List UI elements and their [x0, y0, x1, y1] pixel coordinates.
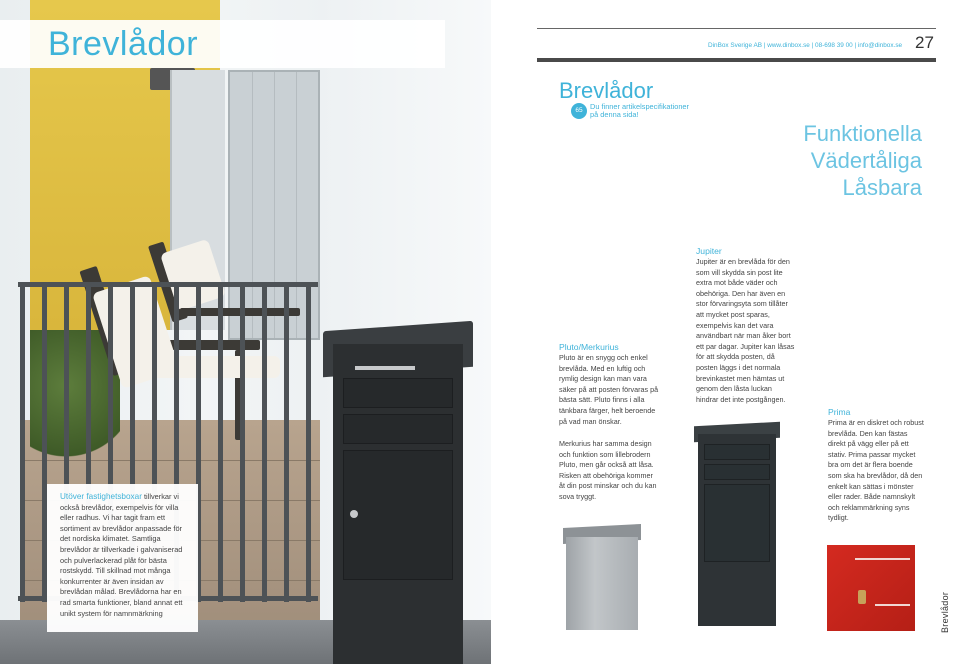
page-number: 27 — [915, 33, 934, 52]
intro-text: tillverkar vi också brevlådor, exempelvis för villa eller radhus. Vi har tagit fram ett sortiment av brevlådor anpassade för det nordiska klimatet. Samtliga brevlådor är tillverkade i galvaniserad och pulverlackerad plåt för bästa rostskydd. Till skillnad mot många konkurrenter är även insidan av brevlådan målad. Brevlådorna har en rad smarta funktioner, bland annat ett unikt system för namnmärkning — [60, 492, 183, 618]
product-title-jupiter: Jupiter — [696, 246, 722, 256]
product-text-jupiter: Jupiter är en brevlåda för den som vill skydda sin post lite extra mot både väder och obehöriga. Den har även en stor förvaringsyta som tillåter att mycket post sparas, exempelvis kan det vara användbart när man åker bort ett par dagar. Jupiter kan låsas för att skydda posten, då posten läggs i det normala brevinkastet men hämtas ut genom den låsta luckan hindrar det inte postgången. — [696, 257, 795, 404]
section-title: Brevlådor — [559, 78, 654, 103]
product-title-pluto: Pluto/Merkurius — [559, 342, 619, 352]
pluto-mailbox-image — [566, 537, 638, 630]
feature-lockable: Låsbara — [842, 175, 922, 200]
header-rule — [537, 28, 936, 29]
intro-lead: Utöver fastighetsboxar — [60, 492, 142, 501]
side-tab: Brevlådor — [940, 591, 950, 633]
page-reference-badge: 65 — [571, 103, 587, 119]
intro-text-box — [47, 484, 198, 632]
prima-keys — [858, 590, 866, 604]
product-text-merkurius: Merkurius har samma design och funktion som lillebrodern Pluto, men går också att låsa. Risken att obehöriga kommer åt din post minskar och du kan sova tryggt. — [559, 439, 657, 501]
mailbox-lock — [350, 510, 358, 518]
feature-functional: Funktionella — [803, 121, 922, 146]
mailbox-slot — [355, 366, 415, 370]
product-title-prima: Prima — [828, 407, 851, 417]
page-reference-text: Du finner artikelspecifikationer på denna sida! — [590, 102, 689, 120]
product-text-prima: Prima är en diskret och robust brevlåda. Den kan fästas direkt på vägg eller på ett stativ. Prima passar mycket bra om det är flera boende som ska ha brevlådor, då den enkelt kan sättas i mönster eller rader. Både namnskylt och reklammärkning syns tydligt. — [828, 418, 924, 523]
page-title: Brevlådor — [48, 25, 199, 63]
header-bar — [537, 58, 936, 62]
feature-list — [803, 120, 922, 201]
product-text-pluto: Pluto är en snygg och enkel brevlåda. Med en luftig och rymlig design kan man vara säker på att posten förvaras på bästa sätt. Pluto finns i alla tänkbara färger, helt beroende på vad man önskar. — [559, 353, 659, 426]
chair-seat-cushion — [150, 356, 280, 378]
gate-top-rail — [18, 282, 318, 287]
header-contact: DinBox Sverige AB | www.dinbox.se | 08-698 39 00 | info@dinbox.se — [708, 42, 903, 49]
feature-weatherproof: Vädertåliga — [810, 148, 922, 173]
